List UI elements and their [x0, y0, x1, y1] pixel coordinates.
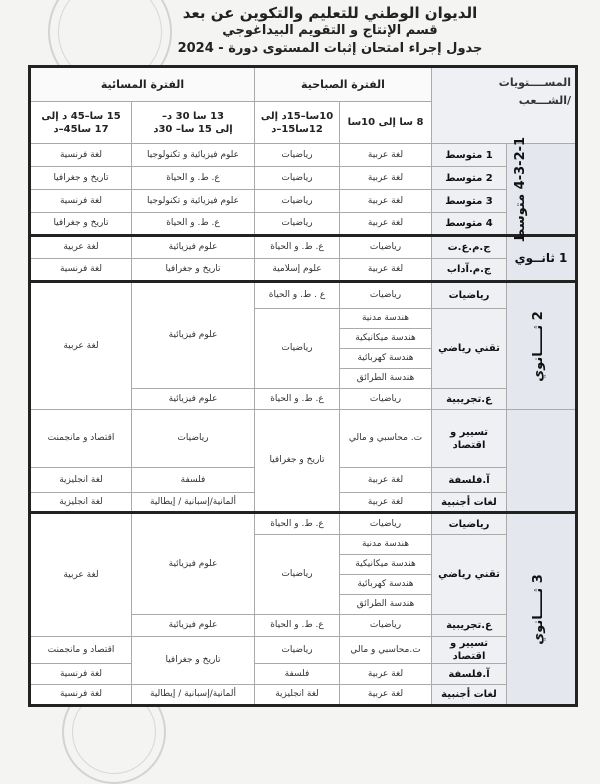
stream-cell: ع.تجريبية: [432, 615, 507, 637]
time-slot-3-end: إلى 15 سا– 30د: [153, 123, 233, 135]
stream-cell: آ.فلسفة: [432, 664, 507, 685]
morning-period-header: الفترة الصباحية: [255, 67, 432, 102]
exam-cell: لغة عربية: [340, 144, 432, 167]
stream-cell: لغات أجنبية: [432, 685, 507, 706]
exam-cell: علوم فيزيائية و تكنولوجيا: [132, 190, 255, 213]
level-label: 3 ثـــــانوي: [530, 573, 546, 645]
exam-cell: ت.محاسبي و مالي: [340, 637, 432, 664]
stream-cell: رياضيات: [432, 513, 507, 535]
time-slot-4-start: 15 سا–45 د إلى: [41, 110, 121, 122]
exam-cell: لغة عربية: [340, 493, 432, 513]
stream-cell: تقني رياضي: [432, 309, 507, 389]
exam-cell: ع . ط. و الحياة: [255, 282, 340, 309]
exam-cell: لغة عربية: [340, 213, 432, 236]
exam-cell: رياضيات: [255, 167, 340, 190]
exam-cell: لغة انجليزية: [30, 493, 132, 513]
exam-cell: علوم فيزيائية و تكنولوجيا: [132, 144, 255, 167]
exam-cell: تاريخ و جغرافيا: [30, 213, 132, 236]
time-slot-2: [255, 102, 340, 144]
exam-cell: ت. محاسبي و مالي: [340, 410, 432, 468]
time-slot-4: [30, 102, 132, 144]
exam-cell: لغة عربية: [30, 282, 132, 410]
exam-cell: تاريخ و جغرافيا: [30, 167, 132, 190]
exam-cell: هندسة كهربائية: [340, 349, 432, 369]
exam-cell: لغة فرنسية: [30, 144, 132, 167]
level-label: 2 ثـــــانوي: [530, 310, 546, 382]
exam-cell: تاريخ و جغرافيا: [255, 410, 340, 513]
exam-cell: رياضيات: [340, 615, 432, 637]
stream-cell: 1 متوسط: [432, 144, 507, 167]
department-name: قسم الإنتاج و التقويم البيداغوجي: [222, 23, 438, 38]
exam-cell: تاريخ و جغرافيا: [132, 637, 255, 685]
exam-cell: هندسة كهربائية: [340, 575, 432, 595]
stream-cell: ج.م.ع.ت: [432, 236, 507, 259]
table-row: [30, 282, 577, 309]
exam-cell: علوم إسلامية: [255, 259, 340, 282]
stream-cell: ع.تجريبية: [432, 389, 507, 410]
exam-cell: هندسة ميكانيكية: [340, 555, 432, 575]
exam-cell: علوم فيزيائية: [132, 513, 255, 615]
exam-cell: ع. ط. و الحياة: [255, 615, 340, 637]
exam-cell: تاريخ و جغرافيا: [132, 259, 255, 282]
exam-cell: لغة عربية: [30, 513, 132, 637]
exam-cell: لغة فرنسية: [30, 259, 132, 282]
table-row: [30, 664, 577, 685]
institution-name: الديوان الوطني للتعليم والتكوين عن بعد: [182, 4, 478, 22]
time-slot-1: 8 سا إلى 10سا: [340, 102, 432, 144]
level-middle-school: [507, 136, 577, 242]
exam-cell: لغة عربية: [340, 259, 432, 282]
exam-cell: علوم فيزيائية: [132, 615, 255, 637]
exam-cell: رياضيات: [255, 213, 340, 236]
levels-label: المســــتويات: [498, 76, 571, 89]
exam-cell: ع. ط. و الحياة: [132, 213, 255, 236]
exam-cell: اقتصاد و مانجمنت: [30, 637, 132, 664]
exam-cell: رياضيات: [340, 282, 432, 309]
stream-cell: آ.فلسفة: [432, 468, 507, 493]
exam-cell: ألمانية/إسبانية / إيطالية: [132, 493, 255, 513]
level-name: متوسط: [512, 193, 528, 242]
table-row: [30, 685, 577, 706]
stream-cell: رياضيات: [432, 282, 507, 309]
level-3-secondary: [507, 513, 577, 706]
stream-cell: تسيير و اقتصاد: [432, 637, 507, 664]
exam-cell: لغة فرنسية: [30, 664, 132, 685]
schedule-title: جدول إجراء امتحان إثبات المستوى دورة - 2024: [177, 41, 483, 56]
level-2-secondary-continued: [507, 410, 577, 513]
stream-cell: 3 متوسط: [432, 190, 507, 213]
exam-cell: رياضيات: [255, 144, 340, 167]
exam-cell: رياضيات: [340, 236, 432, 259]
exam-cell: لغة فرنسية: [30, 685, 132, 706]
time-slot-4-end: 17 سا45–د: [53, 123, 109, 135]
exam-schedule-table: [28, 65, 578, 707]
time-slot-3: [132, 102, 255, 144]
exam-cell: رياضيات: [340, 389, 432, 410]
exam-cell: ع. ط. و الحياة: [255, 513, 340, 535]
table-row: [30, 513, 577, 535]
exam-cell: لغة عربية: [30, 236, 132, 259]
table-row: [30, 213, 577, 236]
evening-period-header: الفترة المسائية: [30, 67, 255, 102]
exam-cell: ع. ط. و الحياة: [255, 389, 340, 410]
exam-cell: هندسة ميكانيكية: [340, 329, 432, 349]
exam-cell: رياضيات: [132, 410, 255, 468]
exam-cell: ع. ط. و الحياة: [132, 167, 255, 190]
exam-cell: فلسفة: [255, 664, 340, 685]
level-2-secondary: [507, 282, 577, 410]
exam-cell: لغة انجليزية: [30, 468, 132, 493]
exam-cell: فلسفة: [132, 468, 255, 493]
exam-cell: ألمانية/إسبانية / إيطالية: [132, 685, 255, 706]
exam-cell: رياضيات: [255, 190, 340, 213]
exam-cell: هندسة الطرائق: [340, 369, 432, 389]
document-header: [140, 4, 520, 58]
exam-cell: لغة عربية: [340, 167, 432, 190]
streams-label: /الشـــعب: [518, 94, 571, 107]
exam-cell: رياضيات: [340, 513, 432, 535]
time-slot-3-start: 13 سا 30 د–: [161, 110, 225, 122]
exam-cell: هندسة الطرائق: [340, 595, 432, 615]
exam-cell: لغة عربية: [340, 468, 432, 493]
exam-cell: علوم فيزيائية: [132, 389, 255, 410]
exam-cell: رياضيات: [255, 637, 340, 664]
levels-streams-header: [432, 67, 577, 144]
stream-cell: 4 متوسط: [432, 213, 507, 236]
table-row: [30, 637, 577, 664]
exam-cell: هندسة مدنية: [340, 309, 432, 329]
stream-cell: تسيير و اقتصاد: [432, 410, 507, 468]
table-row: [30, 259, 577, 282]
stream-cell: تقني رياضي: [432, 535, 507, 615]
time-slot-2-start: 10سا–15د إلى: [260, 110, 334, 122]
table-row: [30, 236, 577, 259]
level-years: 4-3-2-1: [512, 136, 528, 189]
stream-cell: ج.م.آداب: [432, 259, 507, 282]
exam-cell: ع. ط. و الحياة: [255, 236, 340, 259]
exam-cell: علوم فيزيائية: [132, 282, 255, 389]
exam-cell: لغة عربية: [340, 664, 432, 685]
exam-cell: لغة انجليزية: [255, 685, 340, 706]
exam-cell: هندسة مدنية: [340, 535, 432, 555]
exam-cell: لغة عربية: [340, 190, 432, 213]
exam-cell: رياضيات: [255, 535, 340, 615]
table-row: [30, 144, 577, 167]
level-1-secondary: 1 ثانــوي: [507, 236, 577, 282]
time-slot-2-end: 12سا15–د: [271, 123, 323, 135]
stream-cell: 2 متوسط: [432, 167, 507, 190]
table-row: [30, 410, 577, 468]
stream-cell: لغات أجنبية: [432, 493, 507, 513]
exam-cell: علوم فيزيائية: [132, 236, 255, 259]
exam-cell: رياضيات: [255, 309, 340, 389]
exam-cell: لغة عربية: [340, 685, 432, 706]
exam-cell: اقتصاد و مانجمنت: [30, 410, 132, 468]
exam-cell: لغة فرنسية: [30, 190, 132, 213]
